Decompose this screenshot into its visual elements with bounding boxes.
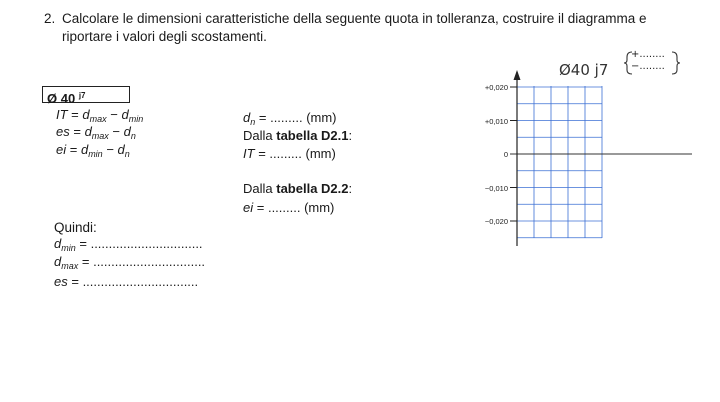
y-tick-label: −0,020 — [484, 217, 508, 226]
formula-ei: ei = $d_{min} - d_n$ — [56, 142, 130, 159]
formula-it: IT = $d_{max} - d_{min}$ — [56, 107, 144, 124]
table-d22-line: Dalla tabella D2.2: — [243, 181, 353, 196]
ei-line: ei = ......... (mm) — [243, 200, 335, 215]
quindi-dmax: $d_{max}$ = ............................... — [54, 254, 206, 271]
quindi-title: Quindi: — [54, 220, 97, 235]
dn-line: $d_n$ = ......... (mm) — [243, 110, 337, 127]
table-d21-line: Dalla tabella D2.1: — [243, 128, 353, 143]
y-tick-label: −0,010 — [484, 184, 508, 193]
quindi-dmin: $d_{min}$ = ............................... — [54, 236, 203, 253]
y-tick-label: +0,020 — [484, 83, 508, 92]
y-tick-label: +0,010 — [484, 117, 508, 126]
quota-tolerance: j7 — [78, 91, 86, 100]
exercise-number: 2. — [44, 11, 56, 26]
y-tick-label: 0 — [503, 150, 508, 159]
quindi-es: es = ................................ — [54, 274, 199, 289]
handwritten-plus: +........ — [631, 49, 665, 60]
handwritten-dimension: Ø40 j7 — [559, 61, 609, 79]
it-line: IT = ......... (mm) — [243, 146, 336, 161]
formula-es: es = $d_{max} - d_n$ — [56, 124, 136, 141]
handwritten-minus: −........ — [631, 61, 665, 72]
quota-value: Ø 40 — [47, 91, 76, 106]
exercise-text-line1: Calcolare le dimensioni caratteristiche della seguente quota in tolleranza, costruire il diagramma e — [62, 11, 647, 26]
exercise-text-line2: riportare i valori degli scostamenti. — [62, 29, 267, 44]
y-axis-arrow-icon — [514, 70, 521, 80]
